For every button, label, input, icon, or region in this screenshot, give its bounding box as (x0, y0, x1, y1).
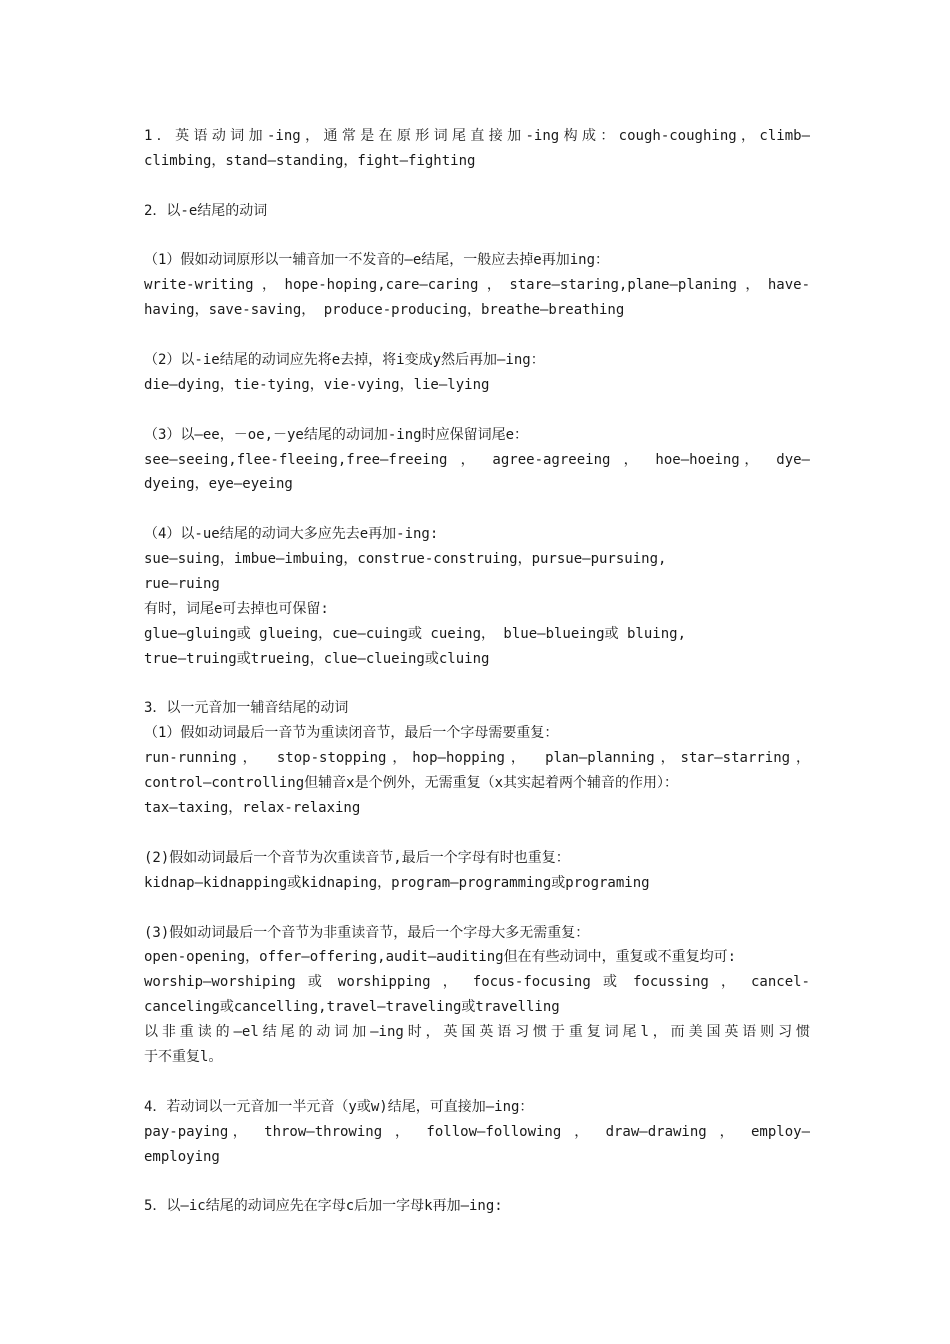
text-line: pay-paying， throw—throwing ， follow—following ， draw—drawing ， employ— (144, 1123, 810, 1140)
paragraph-gap (144, 821, 810, 846)
text-line: 以非重读的—el结尾的动词加—ing时，英国英语习惯于重复词尾l，而美国英语则习惯 (144, 1024, 810, 1041)
text-line: die—dying，tie-tying，vie-vying，lie—lying (144, 376, 490, 393)
text-line: employing (144, 1148, 220, 1165)
text-line: rue—ruing (144, 576, 220, 593)
text-line: kidnap—kidnapping或kidnaping，program—programming或programing (144, 874, 650, 891)
text-line: （3）以—ee，－oe,－ye结尾的动词加-ing时应保留词尾e： (144, 426, 529, 443)
paragraph-gap (144, 1070, 810, 1095)
text-line: 1．英语动词加-ing，通常是在原形词尾直接加-ing构成：cough-coughing，climb— (144, 128, 810, 144)
paragraph-gap (144, 672, 810, 697)
text-line: 3．以一元音加一辅音结尾的动词 (144, 700, 349, 717)
text-line: (3)假如动词最后一个音节为非重读音节，最后一个字母大多无需重复： (144, 924, 590, 941)
text-line: (2)假如动词最后一个音节为次重读音节,最后一个字母有时也重复： (144, 849, 570, 866)
text-line: run-running， stop-stopping，hop—hopping， plan—planning，star—starring， (144, 750, 810, 767)
text-line: glue—gluing或 glueing，cue—cuing或 cueing， blue—blueing或 bluing, (144, 625, 687, 642)
text-line: control—controlling但辅音x是个例外，无需重复（x其实起着两个辅音的作用）： (144, 775, 679, 792)
paragraph-gap (144, 497, 810, 522)
text-line: see—seeing,flee-fleeing,free—freeing ， agree-agreeing ， hoe—hoeing， dye— (144, 451, 810, 468)
text-line: climbing，stand—standing，fight—fighting (144, 152, 476, 169)
paragraph-gap (144, 1169, 810, 1194)
text-line: （2）以-ie结尾的动词应先将e去掉，将i变成y然后再加—ing： (144, 352, 545, 369)
text-line: having，save-saving， produce-producing，breathe—breathing (144, 302, 625, 319)
text-line: dyeing，eye—eyeing (144, 476, 293, 493)
document-body (144, 124, 810, 1219)
paragraph-gap (144, 224, 810, 249)
text-line: 5．以—ic结尾的动词应先在字母c后加一字母k再加—ing: (144, 1198, 503, 1215)
text-line: （1）假如动词最后一音节为重读闭音节，最后一个字母需要重复： (144, 725, 559, 742)
text-line: （1）假如动词原形以一辅音加一不发音的—e结尾，一般应去掉e再加ing： (144, 252, 609, 269)
text-line: canceling或cancelling,travel—traveling或travelling (144, 999, 560, 1016)
paragraph-gap (144, 323, 810, 348)
text-line: write-writing，hope-hoping,care—caring，stare—staring,plane—planing，have- (144, 277, 810, 294)
paragraph-gap (144, 174, 810, 199)
paragraph-gap (144, 398, 810, 423)
text-line: true—truing或trueing，clue—clueing或cluing (144, 650, 490, 667)
text-line: tax—taxing，relax-relaxing (144, 800, 361, 817)
text-line: 2．以-e结尾的动词 (144, 202, 268, 219)
paragraph-gap (144, 896, 810, 921)
text-line: 4．若动词以一元音加一半元音（y或w)结尾，可直接加—ing： (144, 1098, 534, 1115)
text-line: open-opening，offer—offering,audit—auditing但在有些动词中，重复或不重复均可: (144, 949, 737, 966)
text-line: sue—suing，imbue—imbuing，construe-construing，pursue—pursuing, (144, 551, 667, 568)
text-line: worship—worshiping 或 worshipping ， focus-focusing 或 focussing ， cancel- (144, 974, 810, 991)
text-line: （4）以-ue结尾的动词大多应先去e再加-ing: (144, 526, 439, 543)
text-line: 有时，词尾e可去掉也可保留: (144, 600, 329, 617)
text-line: 于不重复l。 (144, 1048, 223, 1065)
